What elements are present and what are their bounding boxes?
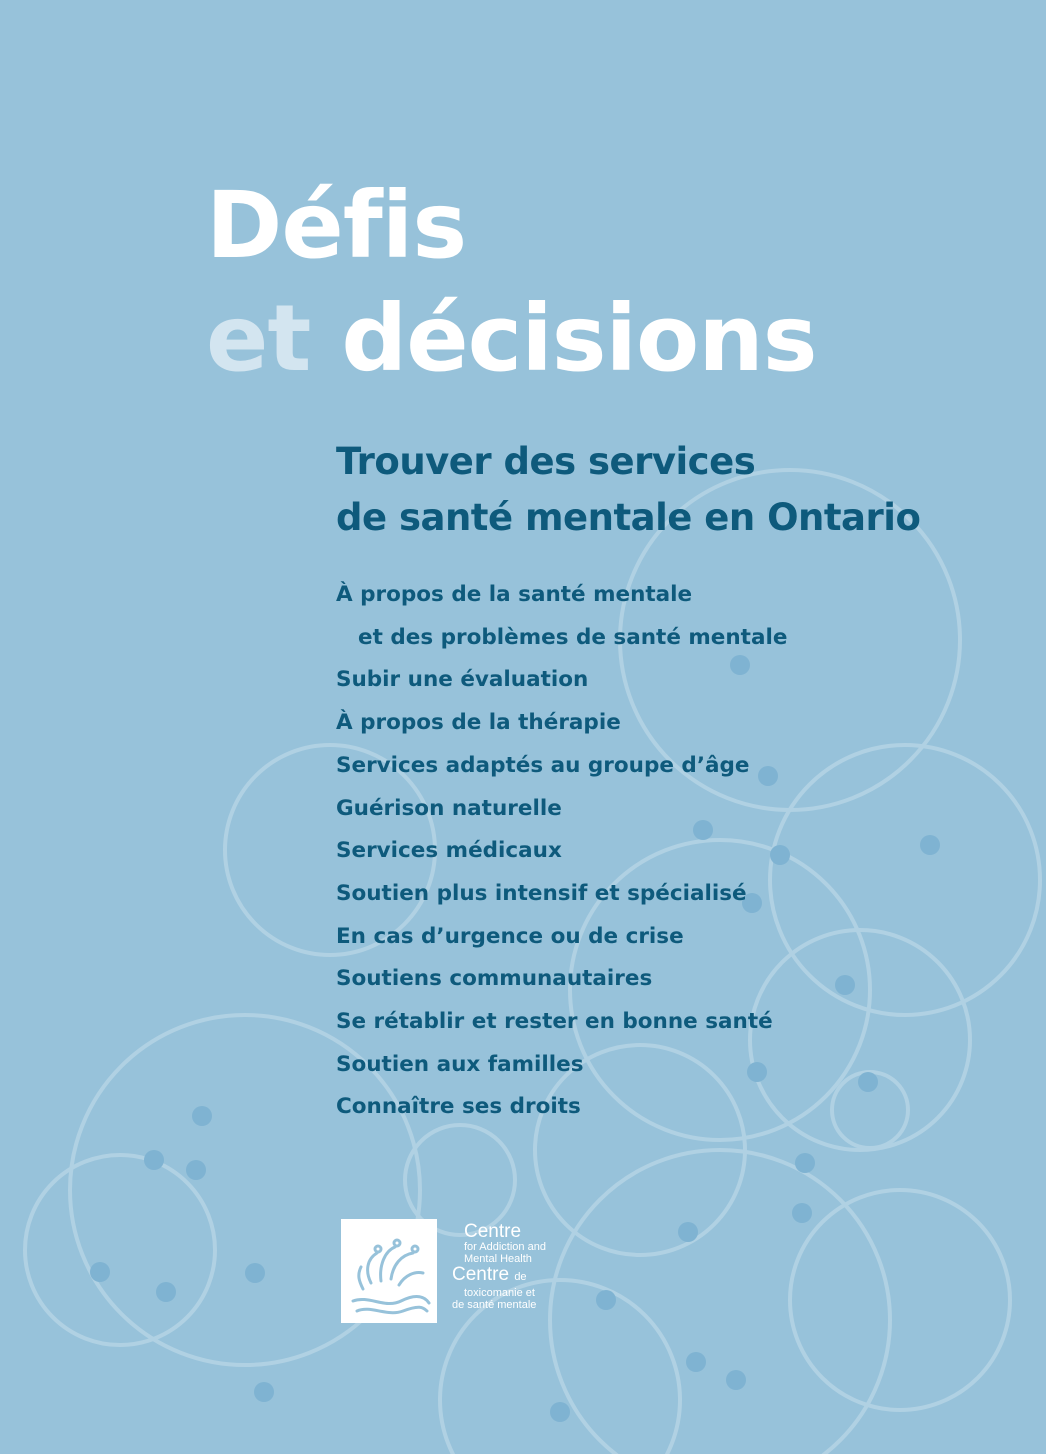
toc-item: Services médicaux xyxy=(336,838,562,864)
logo-en-centre: Centre xyxy=(464,1221,522,1242)
logo-fr-line3: de santé mentale xyxy=(452,1299,537,1311)
toc-item: À propos de la santé mentale xyxy=(336,582,693,607)
camh-logo-text xyxy=(452,1222,546,1311)
logo-fr-line2: toxicomanie et xyxy=(464,1287,535,1299)
subtitle-line-1: Trouver des services xyxy=(336,440,756,483)
toc-item: En cas d’urgence ou de crise xyxy=(336,923,684,949)
toc-item: Services adaptés au groupe d’âge xyxy=(336,752,750,778)
camh-logo-icon xyxy=(341,1219,437,1323)
logo-en-line3: Mental Health xyxy=(464,1253,532,1265)
toc-item: À propos de la thérapie xyxy=(336,710,621,736)
toc-item: Soutiens communautaires xyxy=(336,966,653,992)
toc-item: Subir une évaluation xyxy=(336,667,589,693)
logo-en-line2: for Addiction and xyxy=(464,1241,546,1253)
toc-item: Guérison naturelle xyxy=(336,795,562,821)
toc-item: Soutien aux familles xyxy=(336,1051,584,1077)
logo-fr-centre-row xyxy=(452,1265,546,1287)
subtitle xyxy=(336,434,920,546)
subtitle-line-2: de santé mentale en Ontario xyxy=(336,496,921,539)
title-line-2 xyxy=(206,285,817,392)
toc-item: Soutien plus intensif et spécialisé xyxy=(336,880,747,906)
title-et: et xyxy=(206,285,311,392)
logo-fr-de: de xyxy=(514,1271,527,1283)
toc-item: et des problèmes de santé mentale xyxy=(358,624,788,650)
logo-fr-centre: Centre xyxy=(452,1264,510,1285)
title-decisions: décisions xyxy=(341,285,817,392)
toc-item: Se rétablir et rester en bonne santé xyxy=(336,1009,773,1035)
toc-item: Connaître ses droits xyxy=(336,1094,581,1120)
title-line-1: Défis xyxy=(206,172,467,279)
table-of-contents xyxy=(336,574,787,1129)
